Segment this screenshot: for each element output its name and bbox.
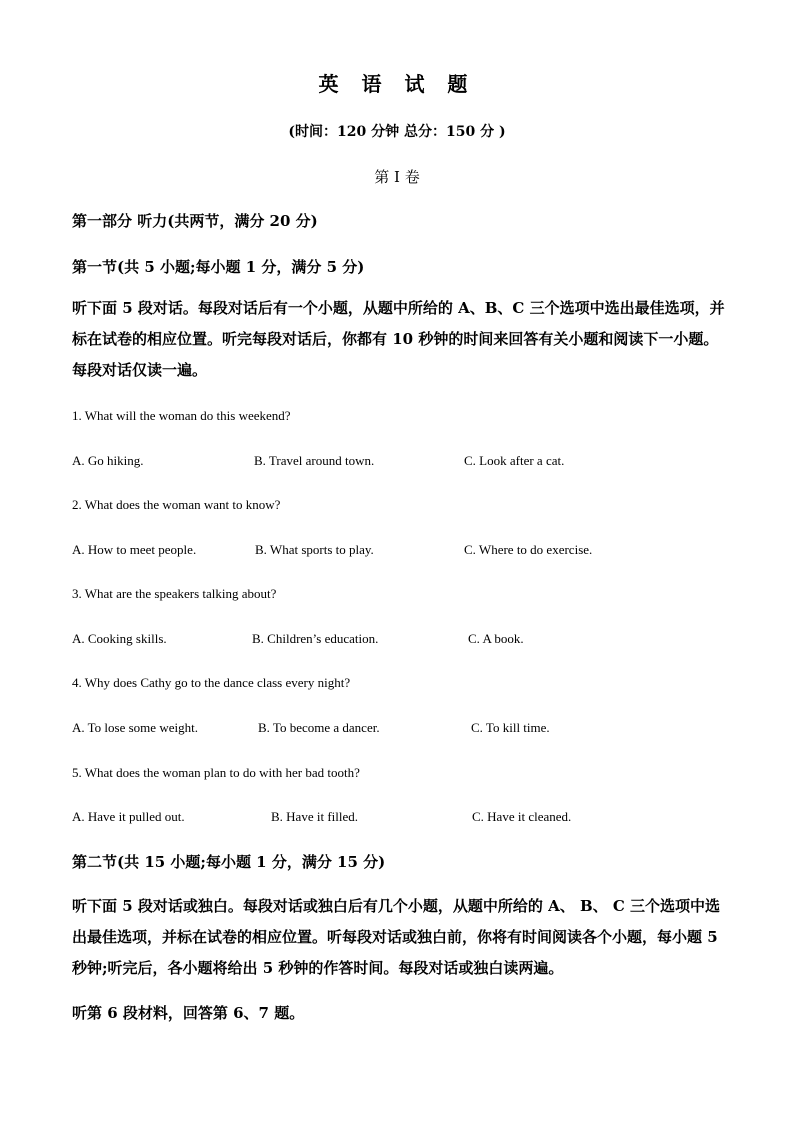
option-3b: B. Children’s education. xyxy=(252,631,379,646)
material-6-prompt: 听第 6 段材料，回答第 6、7 题。 xyxy=(72,1004,305,1022)
volume-label: 第 I 卷 xyxy=(374,168,420,186)
section1-heading: 第一节(共 5 小题;每小题 1 分，满分 5 分) xyxy=(72,258,365,276)
section1-instructions: 听下面 5 段对话。每段对话后有一个小题，从题中所给的 A、B、C 三个选项中选出最佳选项，并标在试卷的相应位置。听完每段对话后，你都有 10 秒钟的时间来回答有关小题和阅读下一小题。每段对话仅读一遍。 xyxy=(72,299,725,379)
exam-title: 英 语 试 题 xyxy=(318,72,476,96)
option-3a: A. Cooking skills. xyxy=(72,631,167,646)
option-1a: A. Go hiking. xyxy=(72,453,144,468)
option-5c: C. Have it cleaned. xyxy=(472,809,572,824)
option-2b: B. What sports to play. xyxy=(255,542,374,557)
option-3c: C. A book. xyxy=(468,631,524,646)
option-2a: A. How to meet people. xyxy=(72,542,197,557)
section2-heading: 第二节(共 15 小题;每小题 1 分，满分 15 分) xyxy=(72,853,386,871)
question-1: 1. What will the woman do this weekend? xyxy=(72,408,291,423)
option-2c: C. Where to do exercise. xyxy=(464,542,593,557)
section2-instructions: 听下面 5 段对话或独白。每段对话或独白后有几个小题，从题中所给的 A、 B、 C 三个选项中选出最佳选项，并标在试卷的相应位置。听每段对话或独白前，你将有时间阅读各个小题，每小题 5 秒钟;听完后，各小题将给出 5 秒钟的作答时间。每段对话或独白读两遍。 xyxy=(72,897,721,977)
part1-heading: 第一部分 听力(共两节，满分 20 分) xyxy=(72,212,318,230)
question-4: 4. Why does Cathy go to the dance class every night? xyxy=(72,675,351,690)
exam-time-score: (时间：120 分钟 总分：150 分 ) xyxy=(288,124,506,140)
option-1c: C. Look after a cat. xyxy=(464,453,565,468)
option-5a: A. Have it pulled out. xyxy=(72,809,185,824)
option-5b: B. Have it filled. xyxy=(271,809,359,824)
question-3: 3. What are the speakers talking about? xyxy=(72,586,277,601)
question-2: 2. What does the woman want to know? xyxy=(72,497,281,512)
option-4a: A. To lose some weight. xyxy=(72,720,198,735)
option-1b: B. Travel around town. xyxy=(254,453,375,468)
question-5: 5. What does the woman plan to do with her bad tooth? xyxy=(72,765,360,780)
option-4c: C. To kill time. xyxy=(471,720,550,735)
option-4b: B. To become a dancer. xyxy=(258,720,380,735)
